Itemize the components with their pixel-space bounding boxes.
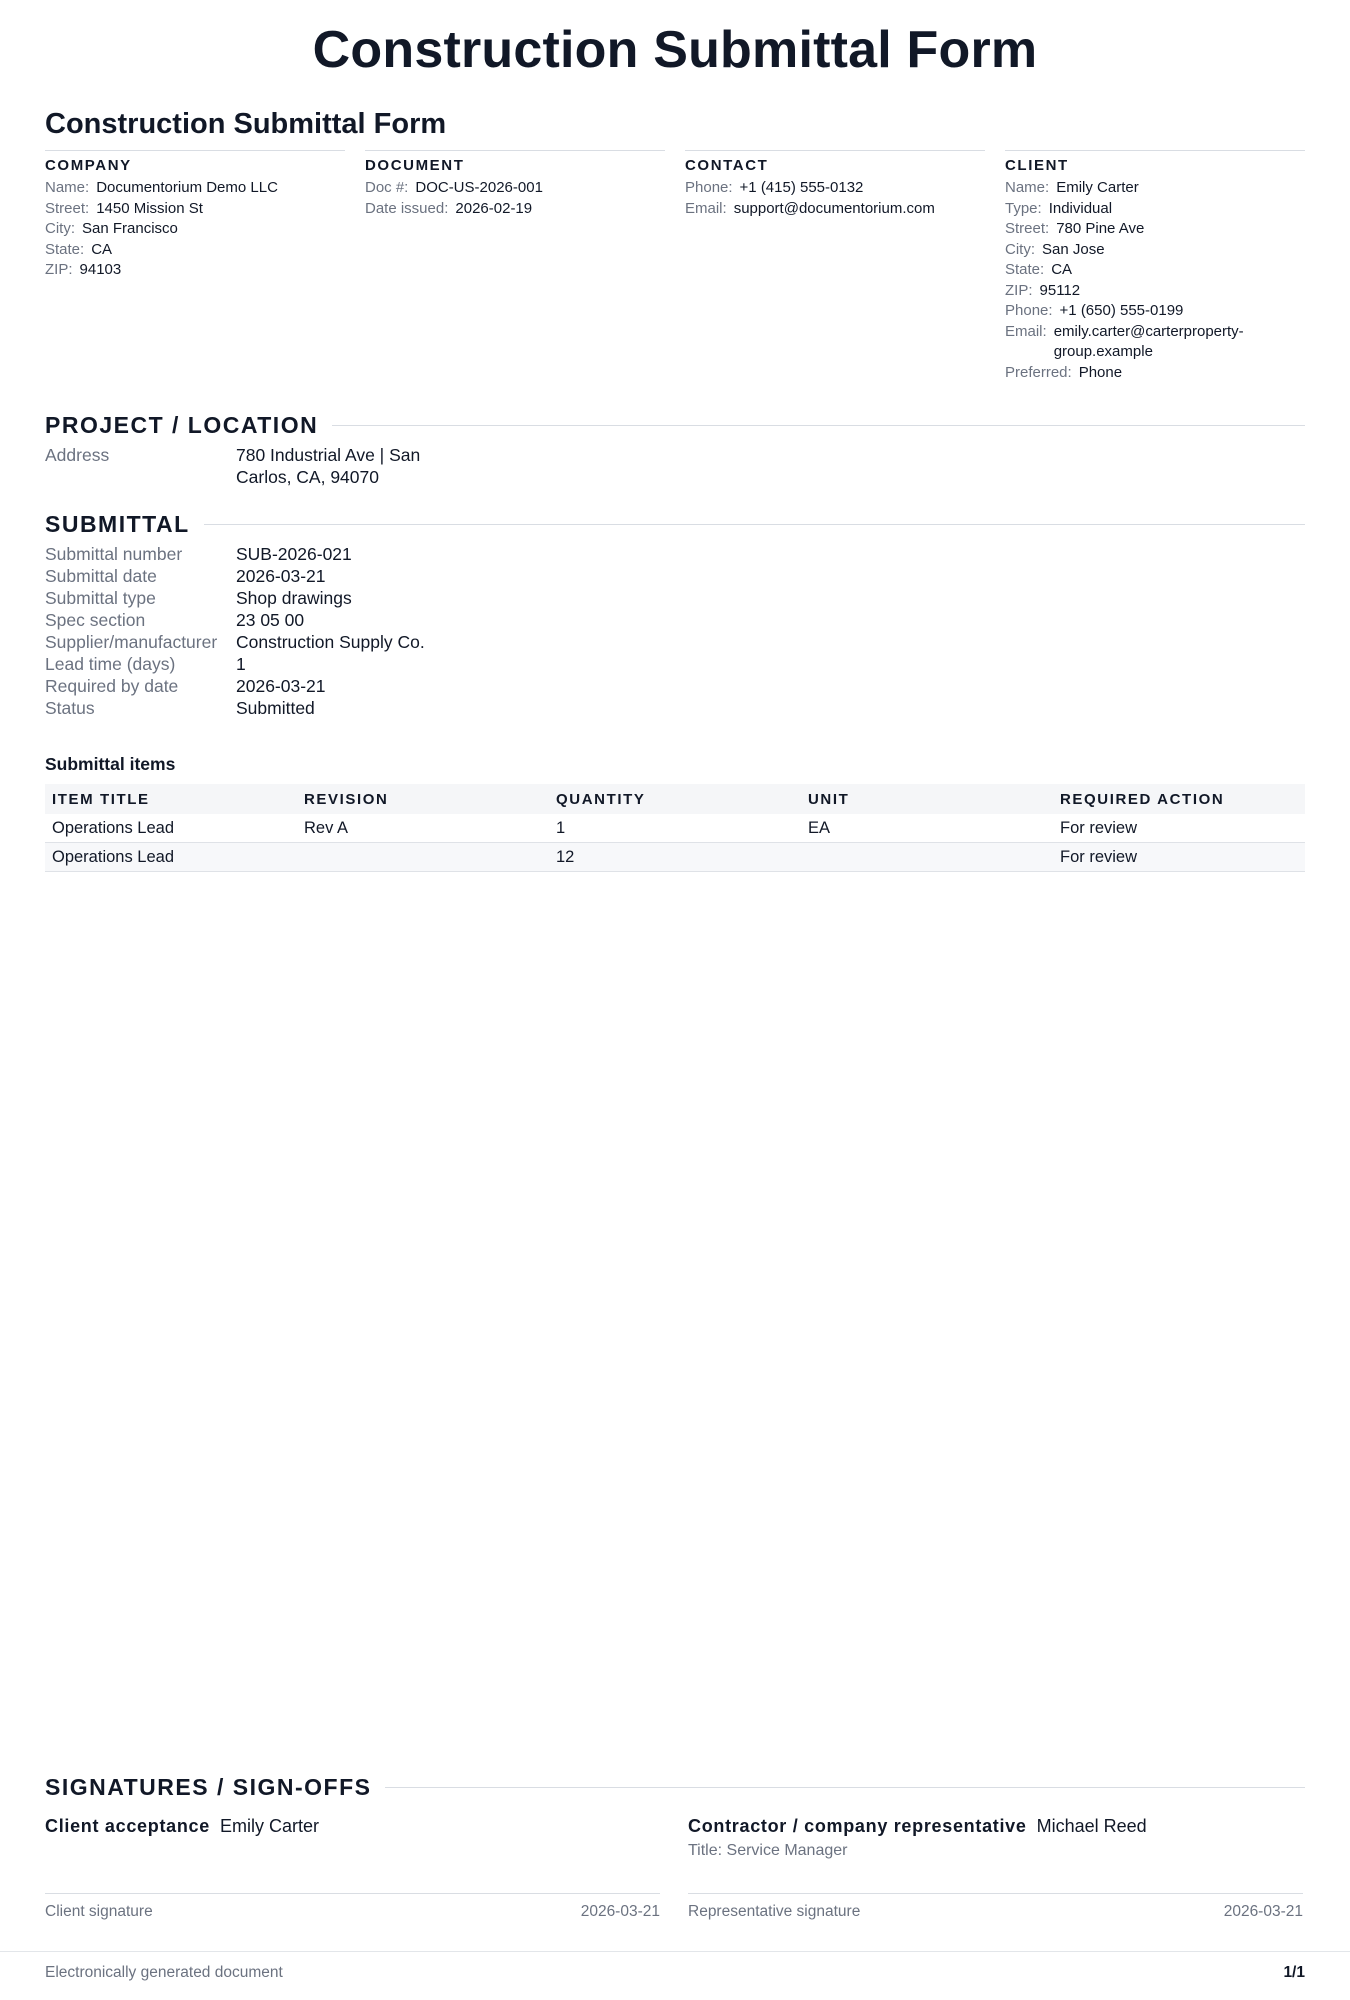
field-value: +1 (650) 555-0199 bbox=[1059, 302, 1184, 319]
field-value: 95112 bbox=[1039, 281, 1081, 299]
table-cell: 1 bbox=[549, 814, 801, 843]
column-header: REQUIRED ACTION bbox=[1053, 784, 1305, 814]
field-label: Date issued: bbox=[365, 199, 449, 217]
field-label: Name: bbox=[1005, 179, 1050, 196]
field-value: Submitted bbox=[236, 698, 315, 718]
project-address bbox=[45, 444, 495, 488]
field-label: Address bbox=[45, 445, 110, 465]
signature-line[interactable] bbox=[688, 1893, 1303, 1894]
table-cell: EA bbox=[801, 814, 1053, 843]
project-fields bbox=[45, 444, 495, 488]
field-value: 23 05 00 bbox=[236, 610, 305, 630]
submittal-heading: SUBMITTAL bbox=[45, 511, 190, 537]
field-label: Spec section bbox=[45, 610, 146, 630]
field-value: Documentorium Demo LLC bbox=[96, 179, 278, 196]
signature-date: 2026-03-21 bbox=[1223, 1903, 1303, 1920]
company-street bbox=[45, 199, 345, 220]
section-divider bbox=[332, 425, 1305, 426]
contact-phone bbox=[685, 178, 985, 199]
section-divider bbox=[385, 1787, 1305, 1788]
contractor-signature-block bbox=[688, 1815, 1303, 1920]
company-zip bbox=[45, 260, 345, 281]
submittal-fields bbox=[45, 543, 495, 719]
field-label: Submittal number bbox=[45, 544, 183, 564]
field-value: 2026-02-19 bbox=[455, 199, 533, 217]
doc-number bbox=[365, 178, 665, 199]
signatures-heading: SIGNATURES / SIGN-OFFS bbox=[45, 1774, 372, 1800]
company-block bbox=[45, 150, 345, 383]
signature-role: Client acceptance bbox=[45, 1816, 210, 1836]
project-section-header bbox=[45, 411, 1305, 439]
signer-name: Emily Carter bbox=[219, 1816, 319, 1836]
document-block bbox=[365, 150, 665, 383]
field-value: San Francisco bbox=[82, 220, 178, 237]
field-label: Phone: bbox=[1005, 302, 1053, 319]
column-header: QUANTITY bbox=[549, 784, 801, 814]
table-cell: Operations Lead bbox=[45, 843, 297, 872]
date-issued bbox=[365, 199, 665, 220]
company-state bbox=[45, 240, 345, 261]
company-city bbox=[45, 219, 345, 240]
required-by-date bbox=[45, 675, 495, 697]
signature-caption bbox=[688, 1903, 1303, 1921]
spec-section bbox=[45, 609, 495, 631]
table-cell: Rev A bbox=[297, 814, 549, 843]
client-preferred bbox=[1005, 363, 1305, 384]
company-heading: COMPANY bbox=[45, 157, 132, 174]
field-label: ZIP: bbox=[1005, 281, 1033, 299]
contact-email bbox=[685, 199, 985, 220]
field-label: ZIP: bbox=[45, 261, 73, 278]
submittal-section-header bbox=[45, 510, 1305, 538]
table-cell bbox=[801, 843, 1053, 872]
field-value: Emily Carter bbox=[1056, 179, 1139, 196]
column-header: UNIT bbox=[801, 784, 1053, 814]
signature-role: Contractor / company representative bbox=[688, 1816, 1027, 1836]
page-footer bbox=[45, 1963, 1305, 1983]
field-value: 2026-03-21 bbox=[236, 676, 326, 696]
table-row bbox=[45, 814, 1305, 843]
column-header: REVISION bbox=[297, 784, 549, 814]
footer-note: Electronically generated document bbox=[45, 1964, 283, 1981]
contact-heading: CONTACT bbox=[685, 157, 769, 174]
field-label: Required by date bbox=[45, 676, 179, 696]
table-cell: For review bbox=[1053, 843, 1305, 872]
field-value: Construction Supply Co. bbox=[236, 632, 425, 652]
field-label: City: bbox=[45, 220, 75, 237]
field-label: Supplier/manufacturer bbox=[45, 632, 218, 652]
table-cell: For review bbox=[1053, 814, 1305, 843]
contractor-signature-header bbox=[688, 1815, 1303, 1837]
field-value: San Jose bbox=[1042, 240, 1105, 258]
field-value: 94103 bbox=[79, 261, 122, 278]
field-label: Street: bbox=[1005, 220, 1050, 237]
signer-name: Michael Reed bbox=[1036, 1816, 1147, 1836]
field-label: Email: bbox=[1005, 322, 1047, 340]
client-street bbox=[1005, 219, 1305, 240]
field-label: Type: bbox=[1005, 199, 1042, 217]
field-value: SUB-2026-021 bbox=[236, 544, 352, 564]
field-value: +1 (415) 555-0132 bbox=[739, 179, 864, 196]
field-label: State: bbox=[1005, 261, 1045, 278]
field-label: Preferred: bbox=[1005, 363, 1072, 381]
page-number: 1/1 bbox=[1283, 1964, 1305, 1981]
client-type bbox=[1005, 199, 1305, 220]
field-label: Street: bbox=[45, 199, 90, 217]
submittal-items-table bbox=[45, 784, 1305, 872]
signature-line[interactable] bbox=[45, 1893, 660, 1894]
field-value: 780 Pine Ave bbox=[1056, 220, 1145, 237]
supplier-manufacturer bbox=[45, 631, 495, 653]
submittal-number bbox=[45, 543, 495, 565]
field-label: City: bbox=[1005, 240, 1035, 258]
field-value: 1450 Mission St bbox=[96, 199, 203, 217]
table-cell: 12 bbox=[549, 843, 801, 872]
client-state bbox=[1005, 260, 1305, 281]
field-value: Phone bbox=[1078, 363, 1123, 381]
signature-date: 2026-03-21 bbox=[580, 1903, 660, 1920]
table-header-row bbox=[45, 784, 1305, 814]
field-label: Lead time (days) bbox=[45, 654, 176, 674]
field-label: Status bbox=[45, 698, 95, 718]
field-value: emily.carter@carterproperty-group.example bbox=[1053, 322, 1244, 360]
project-heading: PROJECT / LOCATION bbox=[45, 412, 319, 438]
submittal-items-label: Submittal items bbox=[45, 754, 176, 774]
field-label: Submittal type bbox=[45, 588, 156, 608]
document-heading: DOCUMENT bbox=[365, 157, 465, 174]
table-cell bbox=[297, 843, 549, 872]
company-name bbox=[45, 178, 345, 199]
field-value: CA bbox=[91, 240, 113, 258]
main-title: Construction Submittal Form bbox=[312, 21, 1038, 79]
client-phone bbox=[1005, 301, 1305, 322]
signer-title: Title: Service Manager bbox=[688, 1842, 848, 1859]
field-value: 2026-03-21 bbox=[236, 566, 326, 586]
section-divider bbox=[204, 524, 1305, 525]
field-label: Phone: bbox=[685, 179, 733, 196]
field-label: Doc #: bbox=[365, 179, 409, 196]
footer-divider bbox=[0, 1951, 1350, 1952]
field-value: DOC-US-2026-001 bbox=[415, 179, 543, 196]
table-row bbox=[45, 843, 1305, 872]
field-value: Shop drawings bbox=[236, 588, 352, 608]
field-value: support@documentorium.com bbox=[733, 199, 935, 217]
submittal-status bbox=[45, 697, 495, 719]
signature-caption-label: Client signature bbox=[45, 1903, 153, 1920]
client-zip bbox=[1005, 281, 1305, 302]
client-block bbox=[1005, 150, 1305, 383]
submittal-date bbox=[45, 565, 495, 587]
client-city bbox=[1005, 240, 1305, 261]
client-name bbox=[1005, 178, 1305, 199]
field-value: CA bbox=[1051, 261, 1073, 278]
field-label: State: bbox=[45, 240, 85, 258]
field-value: 780 Industrial Ave | San Carlos, CA, 94070 bbox=[236, 445, 421, 487]
client-heading: CLIENT bbox=[1005, 157, 1069, 174]
signatures-section-header bbox=[45, 1773, 1305, 1801]
table-cell: Operations Lead bbox=[45, 814, 297, 843]
field-label: Submittal date bbox=[45, 566, 157, 586]
client-email bbox=[1005, 322, 1305, 363]
field-label: Email: bbox=[685, 199, 727, 217]
field-value: 1 bbox=[236, 654, 246, 674]
client-signature-header bbox=[45, 1815, 660, 1837]
contact-block bbox=[685, 150, 985, 383]
header-info bbox=[45, 150, 1305, 383]
lead-time bbox=[45, 653, 495, 675]
signature-caption bbox=[45, 1903, 660, 1921]
field-label: Name: bbox=[45, 179, 90, 196]
form-title: Construction Submittal Form bbox=[45, 108, 447, 140]
field-value: Individual bbox=[1048, 199, 1113, 217]
submittal-type bbox=[45, 587, 495, 609]
signature-caption-label: Representative signature bbox=[688, 1903, 861, 1920]
client-signature-block bbox=[45, 1815, 660, 1920]
column-header: ITEM TITLE bbox=[45, 784, 297, 814]
